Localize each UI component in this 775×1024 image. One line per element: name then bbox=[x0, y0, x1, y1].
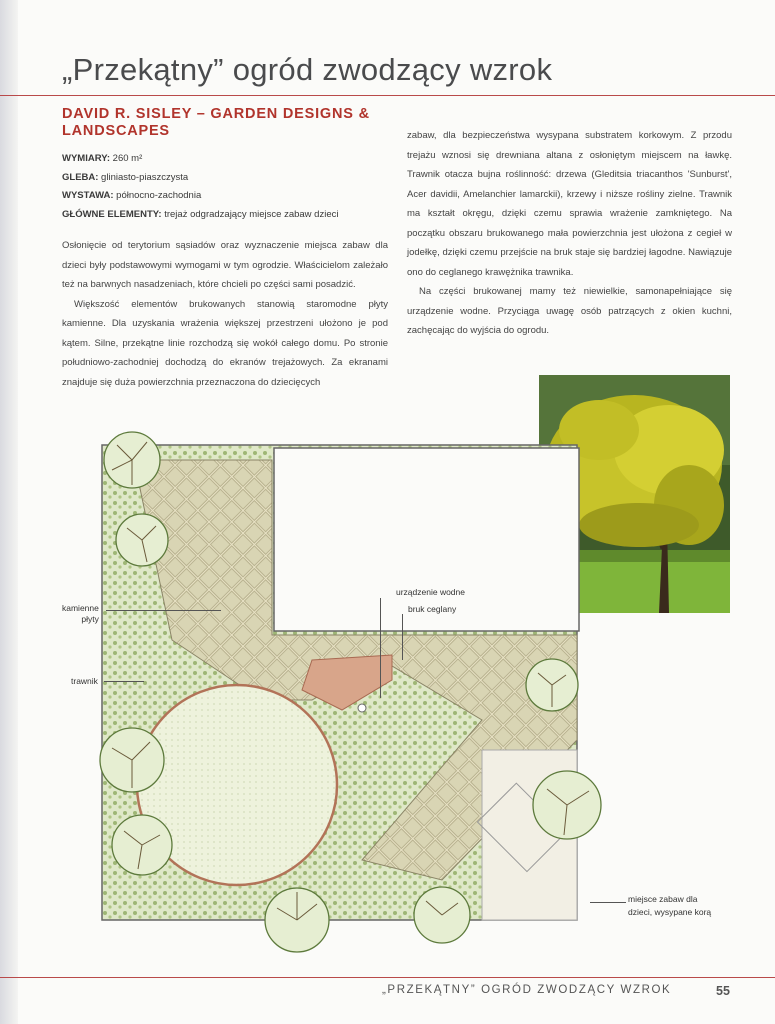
fact-exposure bbox=[62, 187, 392, 206]
garden-facts bbox=[62, 150, 392, 224]
leader-lawn bbox=[104, 681, 144, 682]
fact-soil bbox=[62, 169, 392, 188]
label-stone-slabs: kamienne płyty bbox=[62, 603, 99, 624]
fact-key: GLEBA: bbox=[62, 171, 99, 183]
body-text-left bbox=[62, 236, 388, 392]
fact-key: GŁÓWNE ELEMENTY: bbox=[62, 208, 162, 220]
paragraph: Osłonięcie od terytorium sąsiadów oraz wyznaczenie miejsca zabaw dla dzieci były podstawowymi wymogami w tym ogrodzie. Właścicielom zależało też na barwnych nasadzeniach, które chcieli po części sami posadzić. bbox=[62, 240, 388, 290]
paragraph: Większość elementów brukowanych stanowią staromodne płyty kamienne. Dla uzyskania wrażenia większej przestrzeni ułożono je pod kątem. Silne, przekątne linie rozchodzą się wokół całego domu. Po stronie południowo-zachodniej dochodzą do ekranów trejażowych. Za ekranami znajduje się duża powierzchnia przeznaczona do dziecięcych bbox=[62, 298, 388, 388]
paragraph: Na części brukowanej mamy też niewielkie, samonapełniające się urządzenie wodne. Przyciąga uwagę osób patrzących z okien kuchni, zachęcając do wyjścia do ogrodu. bbox=[407, 286, 732, 336]
page-title: „Przekątny” ogród zwodzący wzrok bbox=[62, 52, 553, 87]
fact-key: WYMIARY: bbox=[62, 153, 111, 164]
body-text-right bbox=[407, 126, 732, 341]
footer-rule bbox=[0, 977, 775, 978]
designer-heading: DAVID R. SISLEY – GARDEN DESIGNS & LANDSCAPES bbox=[62, 106, 370, 139]
fact-value: północno-zachodnia bbox=[113, 190, 202, 201]
running-footer: „PRZEKĄTNY” OGRÓD ZWODZĄCY WZROK bbox=[382, 984, 672, 996]
fact-main-elements bbox=[62, 206, 392, 225]
fact-dimensions bbox=[62, 150, 392, 169]
title-rule bbox=[0, 95, 775, 96]
label-play-area: miejsce zabaw dla dzieci, wysypane korą bbox=[628, 894, 712, 917]
garden-plan bbox=[62, 420, 622, 960]
leader-water-feature bbox=[380, 598, 381, 698]
label-water-feature: urządzenie wodne bbox=[396, 587, 465, 597]
label-lawn: trawnik bbox=[71, 676, 98, 686]
page-number: 55 bbox=[716, 984, 730, 998]
fact-value: gliniasto-piaszczysta bbox=[98, 171, 189, 183]
fact-value: 260 m² bbox=[110, 153, 143, 164]
leader-stone-slabs bbox=[106, 610, 221, 611]
fact-value: trejaż odgradzający miejsce zabaw dzieci bbox=[161, 208, 339, 220]
label-brick-paving: bruk ceglany bbox=[408, 604, 457, 614]
leader-brick-paving bbox=[402, 614, 403, 660]
leader-play-area bbox=[590, 902, 626, 903]
page-spine-shadow bbox=[0, 0, 18, 1024]
paragraph: zabaw, dla bezpieczeństwa wysypana substratem korkowym. Z przodu trejażu wznosi się drewniana altana z osłoniętym miejscem na ławkę. Trawnik otacza bujna roślinność: drzewa (Gleditsia triacanthos 'Sunburst', Acer davidii, Amelanchier lamarckii), krzewy i niższe rośliny zielne. Trawnik ma kształt okręgu, dzięki czemu sprawia wrażenie zamkniętego. Na początku obszaru brukowanego mała powierzchnia jest ułożona z cegieł w jodełkę, dzięki czemu przejście na bruk staje się bardziej łagodne. Nawiązuje ono do ceglanego krawężnika trawnika. bbox=[407, 130, 732, 278]
fact-key: WYSTAWA: bbox=[62, 190, 114, 201]
